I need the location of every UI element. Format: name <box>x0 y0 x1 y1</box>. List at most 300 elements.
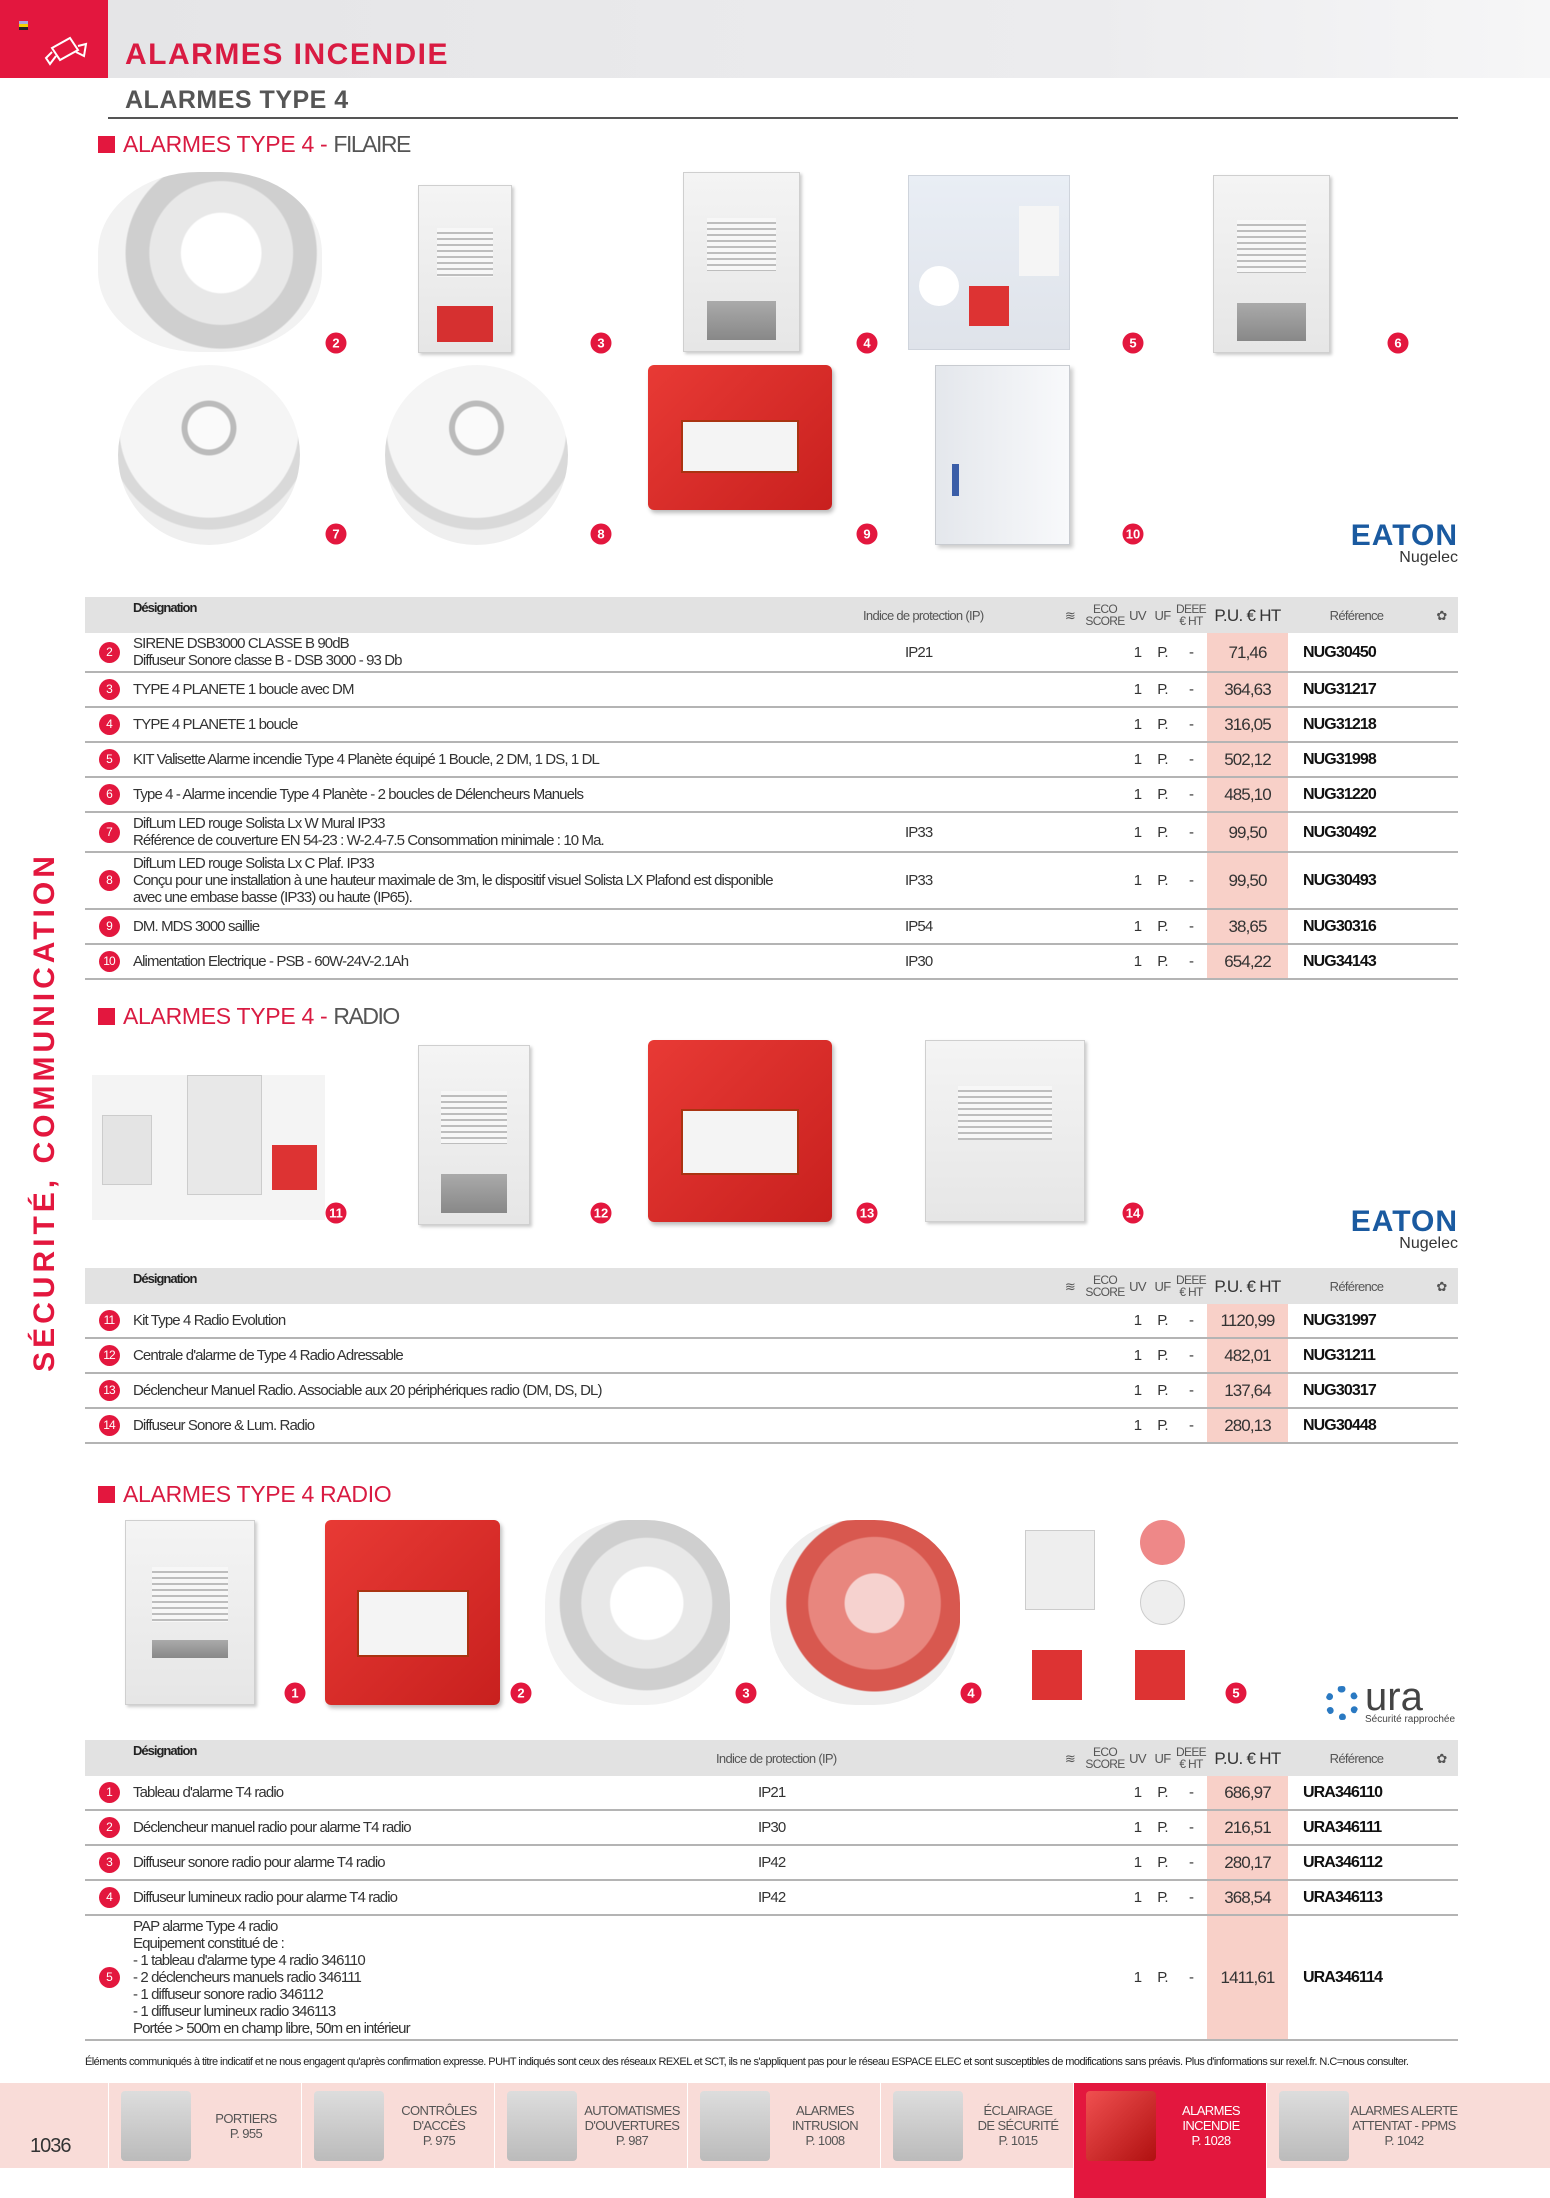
icon-cell <box>1425 778 1458 811</box>
uf-cell: P. <box>1157 1889 1168 1906</box>
row-number-badge: 7 <box>99 822 120 843</box>
reference-cell[interactable]: NUG31997 <box>1303 1312 1376 1329</box>
wifi-cell <box>1055 853 1085 908</box>
ip-cell: IP21 <box>758 1784 786 1801</box>
row-badge-cell <box>85 743 133 776</box>
row-number-badge: 12 <box>99 1345 120 1366</box>
uf-cell: P. <box>1157 1854 1168 1871</box>
section-heading-text: ALARMES TYPE 4 RADIO <box>123 1481 392 1507</box>
product-image-ceiling-sounder <box>118 365 300 545</box>
ip-cell: IP30 <box>905 953 933 970</box>
price-cell: 482,01 <box>1207 1339 1288 1372</box>
row-badge-cell <box>85 945 133 978</box>
header-uv: UV <box>1129 1278 1146 1294</box>
uv-cell: 1 <box>1133 1382 1142 1399</box>
image-badge: 2 <box>511 1683 532 1704</box>
wifi-icon: ≋ <box>1064 1278 1076 1294</box>
wifi-cell <box>1055 673 1085 706</box>
uv-cell: 1 <box>1133 1819 1142 1836</box>
wifi-cell <box>1055 1374 1085 1407</box>
table-row <box>85 633 1458 673</box>
logo-text: ura <box>1365 1675 1423 1719</box>
icon-cell <box>1425 1811 1458 1844</box>
eco-cell <box>1085 1409 1125 1442</box>
footer-nav-label: PORTIERS P. 955 <box>215 2110 277 2141</box>
footer-nav-item[interactable] <box>1266 2083 1459 2168</box>
uf-cell: P. <box>1157 1969 1168 1986</box>
uv-cell: 1 <box>1133 681 1142 698</box>
designation-cell <box>133 1881 716 1914</box>
icon-cell <box>1425 1409 1458 1442</box>
reference-cell[interactable]: URA346114 <box>1303 1969 1383 1986</box>
row-badge-cell <box>85 813 133 851</box>
product-table-radio <box>85 1268 1458 1444</box>
designation-line: - 1 diffuseur sonore radio 346112 <box>133 1986 323 2003</box>
row-number-badge: 10 <box>99 951 120 972</box>
header-price: P.U. € HT <box>1214 1748 1281 1768</box>
row-badge-cell <box>85 708 133 741</box>
header-designation: Désignation <box>133 600 197 615</box>
icon-cell <box>1425 1881 1458 1914</box>
row-number-badge: 2 <box>99 1817 120 1838</box>
uf-cell: P. <box>1157 1312 1168 1329</box>
table-row <box>85 1304 1458 1339</box>
eco-cell <box>1085 673 1125 706</box>
wifi-icon: ≋ <box>1064 607 1076 623</box>
flag-icon <box>19 21 28 30</box>
header-designation: Désignation <box>133 1743 197 1758</box>
designation-line: Alimentation Electrique - PSB - 60W-24V-2.1Ah <box>133 953 409 970</box>
designation-cell <box>133 1304 863 1337</box>
page-number: 1036 <box>30 2135 71 2157</box>
recycle-icon: ✿ <box>1436 607 1447 623</box>
security-camera-icon <box>44 36 90 66</box>
price-cell: 280,13 <box>1207 1409 1288 1442</box>
wifi-cell <box>1055 633 1085 671</box>
uf-cell: P. <box>1157 872 1168 889</box>
footer-thumbnail-image <box>314 2091 384 2161</box>
uv-cell: 1 <box>1133 1784 1142 1801</box>
eaton-logo <box>1340 519 1458 566</box>
row-number-badge: 9 <box>99 916 120 937</box>
row-badge-cell <box>85 1409 133 1442</box>
price-cell: 216,51 <box>1207 1811 1288 1844</box>
row-badge-cell <box>85 1304 133 1337</box>
footer-nav-label: ÉCLAIRAGE DE SÉCURITÉ P. 1015 <box>977 2103 1059 2148</box>
footer-thumbnail-image <box>893 2091 963 2161</box>
table-header <box>85 597 1458 633</box>
section-heading-radio <box>98 1003 399 1030</box>
reference-cell[interactable]: NUG30493 <box>1303 872 1376 889</box>
footer-nav-item[interactable] <box>880 2083 1073 2168</box>
table-row <box>85 853 1458 910</box>
designation-line: KIT Valisette Alarme incendie Type 4 Planète équipé 1 Boucle, 2 DM, 1 DS, 1 DL <box>133 751 599 768</box>
icon-cell <box>1425 1916 1458 2039</box>
designation-cell <box>133 910 863 943</box>
product-table-ura <box>85 1740 1458 2041</box>
section-heading-text: ALARMES TYPE 4 - <box>123 131 328 157</box>
price-cell: 502,12 <box>1207 743 1288 776</box>
table-row <box>85 1881 1458 1916</box>
eco-cell <box>1085 633 1125 671</box>
table-row <box>85 1846 1458 1881</box>
product-image-ceiling-sounder <box>385 365 568 545</box>
eco-cell <box>1085 853 1125 908</box>
ip-cell: IP30 <box>758 1819 786 1836</box>
designation-cell <box>133 778 863 811</box>
product-image-siren <box>98 172 322 352</box>
deee-cell: - <box>1188 1969 1194 1986</box>
header-spacer <box>85 1740 133 1776</box>
deee-cell: - <box>1188 1417 1194 1434</box>
footer-nav-item[interactable] <box>108 2083 301 2168</box>
image-badge: 14 <box>1123 1203 1144 1224</box>
header-ip: Indice de protection (IP) <box>716 1750 837 1766</box>
table-row <box>85 1374 1458 1409</box>
uv-cell: 1 <box>1133 643 1142 661</box>
row-badge-cell <box>85 1916 133 2039</box>
reference-cell[interactable]: NUG30317 <box>1303 1382 1376 1399</box>
product-image-alarm-panel <box>125 1520 255 1705</box>
ip-cell <box>863 778 1055 811</box>
row-badge-cell <box>85 1776 133 1809</box>
image-badge: 4 <box>961 1683 982 1704</box>
designation-cell <box>133 633 863 671</box>
designation-line: Type 4 - Alarme incendie Type 4 Planète - 2 boucles de Délencheurs Manuels <box>133 786 584 803</box>
table-row <box>85 1776 1458 1811</box>
category-title: ALARMES INCENDIE <box>125 38 450 71</box>
price-cell: 368,54 <box>1207 1881 1288 1914</box>
uf-cell: P. <box>1157 681 1168 698</box>
uf-cell: P. <box>1157 716 1168 733</box>
price-cell: 654,22 <box>1207 945 1288 978</box>
ip-cell <box>863 1339 1055 1372</box>
header-reference: Référence <box>1329 607 1384 623</box>
bullet-square <box>98 1486 115 1503</box>
price-cell: 99,50 <box>1207 813 1288 851</box>
header-ip <box>863 1268 1055 1304</box>
header-uv: UV <box>1129 1750 1146 1766</box>
ura-logo <box>1325 1675 1456 1725</box>
disclaimer: Éléments communiqués à titre indicatif et ne nous engagent qu'après confirmation expresse. PUHT indiqués sont ceux des réseaux REXEL et SCT, ils ne s'appliquent pas pour le réseau ESPACE ELEC et sont susceptibles de modifications sans préavis. Plus d'informations sur rexel.fr. N.C=nous consulter. <box>85 2056 1409 2068</box>
wifi-icon: ≋ <box>1064 1750 1076 1766</box>
ip-cell: IP33 <box>905 823 933 841</box>
image-badge: 11 <box>326 1203 347 1224</box>
footer-nav-item[interactable] <box>1073 2083 1266 2198</box>
header-ip: Indice de protection (IP) <box>863 607 984 623</box>
designation-line: Référence de couverture EN 54-23 : W-2.4-7.5 Consommation minimale : 10 Ma. <box>133 832 604 849</box>
bullet-square <box>98 1008 115 1025</box>
row-badge-cell <box>85 910 133 943</box>
eco-cell <box>1085 1374 1125 1407</box>
row-badge-cell <box>85 853 133 908</box>
eco-cell <box>1085 813 1125 851</box>
price-cell: 280,17 <box>1207 1846 1288 1879</box>
table-row <box>85 673 1458 708</box>
designation-line: Tableau d'alarme T4 radio <box>133 1784 284 1801</box>
reference-cell[interactable]: NUG31218 <box>1303 716 1376 733</box>
wifi-cell <box>1055 708 1085 741</box>
price-cell: 1411,61 <box>1207 1916 1288 2039</box>
ip-cell <box>863 708 1055 741</box>
wifi-cell <box>1055 813 1085 851</box>
uv-cell: 1 <box>1133 1347 1142 1364</box>
icon-cell <box>1425 813 1458 851</box>
header-spacer <box>85 597 133 633</box>
row-number-badge: 4 <box>99 1887 120 1908</box>
header-uf: UF <box>1154 607 1171 623</box>
logo-text: EATON <box>1350 1205 1458 1238</box>
designation-line: avec une embase basse (IP33) ou haute (IP65). <box>133 889 412 906</box>
uv-cell: 1 <box>1133 1312 1142 1329</box>
price-cell: 485,10 <box>1207 778 1288 811</box>
logo-subtext: Sécurité rapprochée <box>1365 1714 1456 1725</box>
logo-text: EATON <box>1350 519 1458 552</box>
ip-cell <box>863 1409 1055 1442</box>
ip-cell: IP42 <box>758 1854 786 1871</box>
footer-thumbnail-image <box>121 2091 191 2161</box>
designation-cell <box>133 1846 716 1879</box>
icon-cell <box>1425 673 1458 706</box>
designation-line: Diffuseur Sonore classe B - DSB 3000 - 93 Db <box>133 652 402 669</box>
product-image-panel <box>683 172 800 352</box>
designation-cell <box>133 853 863 908</box>
table-row <box>85 910 1458 945</box>
deee-cell: - <box>1188 1889 1194 1906</box>
price-cell: 38,65 <box>1207 910 1288 943</box>
image-badge: 2 <box>326 333 347 354</box>
reference-cell[interactable]: NUG30448 <box>1303 1417 1376 1434</box>
deee-cell: - <box>1188 1854 1194 1871</box>
designation-line: - 2 déclencheurs manuels radio 346111 <box>133 1969 361 1986</box>
reference-cell[interactable]: NUG31998 <box>1303 751 1376 768</box>
deee-cell: - <box>1188 786 1194 803</box>
uf-cell: P. <box>1157 1347 1168 1364</box>
reference-cell[interactable]: NUG30316 <box>1303 918 1376 935</box>
section-heading-text: ALARMES TYPE 4 - <box>123 1003 328 1029</box>
section-heading-sub: RADIO <box>333 1003 399 1029</box>
header-price: P.U. € HT <box>1214 605 1281 625</box>
ura-logo-mark <box>1325 1686 1359 1720</box>
row-number-badge: 3 <box>99 679 120 700</box>
header-eco-score: ECO SCORE <box>1085 1745 1125 1771</box>
reference-cell[interactable]: URA346111 <box>1303 1819 1382 1836</box>
footer-thumbnail-image <box>507 2091 577 2161</box>
icon-cell <box>1425 1374 1458 1407</box>
designation-line: Portée > 500m en champ libre, 50m en intérieur <box>133 2020 410 2037</box>
vertical-section-label: SÉCURITÉ, COMMUNICATION <box>28 852 61 1372</box>
uf-cell: P. <box>1157 1819 1168 1836</box>
row-number-badge: 2 <box>99 642 120 663</box>
deee-cell: - <box>1188 716 1194 733</box>
designation-line: SIRENE DSB3000 CLASSE B 90dB <box>133 635 349 652</box>
wifi-cell <box>1055 743 1085 776</box>
header-deee: DEEE € HT <box>1176 1273 1206 1299</box>
footer-nav-item[interactable] <box>301 2083 494 2168</box>
row-number-badge: 11 <box>99 1310 120 1331</box>
deee-cell: - <box>1188 1382 1194 1399</box>
footer-nav-label: ALARMES INCENDIE P. 1028 <box>1182 2103 1240 2148</box>
designation-line: Diffuseur sonore radio pour alarme T4 radio <box>133 1854 385 1871</box>
designation-line: - 1 diffuseur lumineux radio 346113 <box>133 2003 336 2020</box>
reference-cell[interactable]: NUG30450 <box>1303 643 1376 661</box>
row-number-badge: 3 <box>99 1852 120 1873</box>
designation-line: DM. MDS 3000 saillie <box>133 918 260 935</box>
row-number-badge: 5 <box>99 749 120 770</box>
uv-cell: 1 <box>1133 1854 1142 1871</box>
deee-cell: - <box>1188 681 1194 698</box>
product-image-radio-call-point <box>648 1040 832 1222</box>
uv-cell: 1 <box>1133 1417 1142 1434</box>
row-badge-cell <box>85 673 133 706</box>
designation-cell <box>133 1811 716 1844</box>
footer-nav-label: AUTOMATISMES D'OUVERTURES P. 987 <box>584 2103 680 2148</box>
eco-cell <box>1085 1776 1125 1809</box>
reference-cell[interactable]: URA346110 <box>1303 1784 1383 1801</box>
eco-cell <box>1085 743 1125 776</box>
footer-thumbnail-image <box>1279 2091 1349 2161</box>
uf-cell: P. <box>1157 953 1168 970</box>
eco-cell <box>1085 1846 1125 1879</box>
uf-cell: P. <box>1157 918 1168 935</box>
image-badge: 5 <box>1226 1683 1247 1704</box>
designation-line: Kit Type 4 Radio Evolution <box>133 1312 286 1329</box>
row-badge-cell <box>85 1846 133 1879</box>
table-row <box>85 1916 1458 2041</box>
eco-cell <box>1085 708 1125 741</box>
image-badge: 7 <box>326 524 347 545</box>
wifi-cell <box>1055 1304 1085 1337</box>
reference-cell[interactable]: NUG31211 <box>1303 1347 1375 1364</box>
deee-cell: - <box>1188 1347 1194 1364</box>
icon-cell <box>1425 945 1458 978</box>
footer-nav-item[interactable] <box>494 2083 687 2168</box>
deee-cell: - <box>1188 1819 1194 1836</box>
table-header <box>85 1740 1458 1776</box>
product-table-filaire <box>85 597 1458 980</box>
row-number-badge: 4 <box>99 714 120 735</box>
ip-cell <box>863 673 1055 706</box>
ip-cell: IP42 <box>758 1889 786 1906</box>
icon-cell <box>1425 633 1458 671</box>
footer-thumbnail-image <box>1086 2091 1156 2161</box>
row-number-badge: 5 <box>99 1967 120 1988</box>
logo-subtext: Nugelec <box>1399 1235 1458 1252</box>
image-badge: 8 <box>591 524 612 545</box>
image-badge: 9 <box>857 524 878 545</box>
icon-cell <box>1425 1339 1458 1372</box>
uf-cell: P. <box>1157 643 1168 661</box>
reference-cell[interactable]: NUG31217 <box>1303 681 1376 698</box>
footer-nav-label: CONTRÔLES D'ACCÈS P. 975 <box>401 2103 477 2148</box>
ip-cell <box>863 1304 1055 1337</box>
section-heading-radio-ura <box>98 1481 397 1508</box>
reference-cell[interactable]: URA346113 <box>1303 1889 1383 1906</box>
reference-cell[interactable]: URA346112 <box>1303 1854 1383 1871</box>
section-heading-sub: FILAIRE <box>333 131 410 157</box>
wifi-cell <box>1055 1846 1085 1879</box>
eco-cell <box>1085 778 1125 811</box>
wifi-cell <box>1055 778 1085 811</box>
product-image-flash <box>770 1520 960 1705</box>
wifi-cell <box>1055 1409 1085 1442</box>
bullet-square <box>98 136 115 153</box>
image-badge: 3 <box>591 333 612 354</box>
designation-cell <box>133 673 863 706</box>
product-image-radio-sounder <box>925 1040 1085 1222</box>
designation-cell <box>133 743 863 776</box>
product-image-pack <box>1020 1520 1195 1705</box>
table-row <box>85 708 1458 743</box>
uv-cell: 1 <box>1133 716 1142 733</box>
header-eco-score: ECO SCORE <box>1085 1273 1125 1299</box>
row-number-badge: 14 <box>99 1415 120 1436</box>
product-image-kit <box>908 175 1070 350</box>
wifi-cell <box>1055 1339 1085 1372</box>
wifi-cell <box>1055 1881 1085 1914</box>
designation-cell <box>133 1916 716 2039</box>
header-reference: Référence <box>1329 1278 1384 1294</box>
uf-cell: P. <box>1157 1417 1168 1434</box>
wifi-cell <box>1055 1916 1085 2039</box>
icon-cell <box>1425 708 1458 741</box>
row-number-badge: 6 <box>99 784 120 805</box>
designation-line: Centrale d'alarme de Type 4 Radio Adressable <box>133 1347 403 1364</box>
deee-cell: - <box>1188 953 1194 970</box>
header-deee: DEEE € HT <box>1176 1745 1206 1771</box>
uv-cell: 1 <box>1133 1889 1142 1906</box>
deee-cell: - <box>1188 1784 1194 1801</box>
product-image-power-supply <box>935 365 1070 545</box>
row-badge-cell <box>85 1811 133 1844</box>
row-badge-cell <box>85 1339 133 1372</box>
eco-cell <box>1085 910 1125 943</box>
eco-cell <box>1085 1339 1125 1372</box>
row-badge-cell <box>85 633 133 671</box>
eaton-logo <box>1340 1205 1458 1252</box>
designation-cell <box>133 813 863 851</box>
designation-cell <box>133 1374 863 1407</box>
product-image-radio-kit <box>92 1075 325 1220</box>
product-image-sounder <box>545 1520 730 1705</box>
reference-cell[interactable]: NUG30492 <box>1303 823 1376 841</box>
wifi-cell <box>1055 945 1085 978</box>
product-image-radio-panel <box>418 1045 530 1225</box>
table-row <box>85 778 1458 813</box>
ip-cell <box>863 743 1055 776</box>
reference-cell[interactable]: NUG34143 <box>1303 953 1376 970</box>
price-cell: 686,97 <box>1207 1776 1288 1809</box>
uv-cell: 1 <box>1133 823 1142 841</box>
image-badge: 6 <box>1388 333 1409 354</box>
image-badge: 5 <box>1123 333 1144 354</box>
footer-nav-item[interactable] <box>687 2083 880 2168</box>
header-price: P.U. € HT <box>1214 1276 1281 1296</box>
table-row <box>85 813 1458 853</box>
designation-cell <box>133 1339 863 1372</box>
designation-line: Diffuseur lumineux radio pour alarme T4 radio <box>133 1889 398 1906</box>
icon-cell <box>1425 743 1458 776</box>
header-spacer <box>85 1268 133 1304</box>
wifi-cell <box>1055 1776 1085 1809</box>
header-uv: UV <box>1129 607 1146 623</box>
eco-cell <box>1085 945 1125 978</box>
uv-cell: 1 <box>1133 872 1142 889</box>
price-cell: 316,05 <box>1207 708 1288 741</box>
eco-cell <box>1085 1811 1125 1844</box>
designation-line: TYPE 4 PLANETE 1 boucle avec DM <box>133 681 354 698</box>
reference-cell[interactable]: NUG31220 <box>1303 786 1376 803</box>
